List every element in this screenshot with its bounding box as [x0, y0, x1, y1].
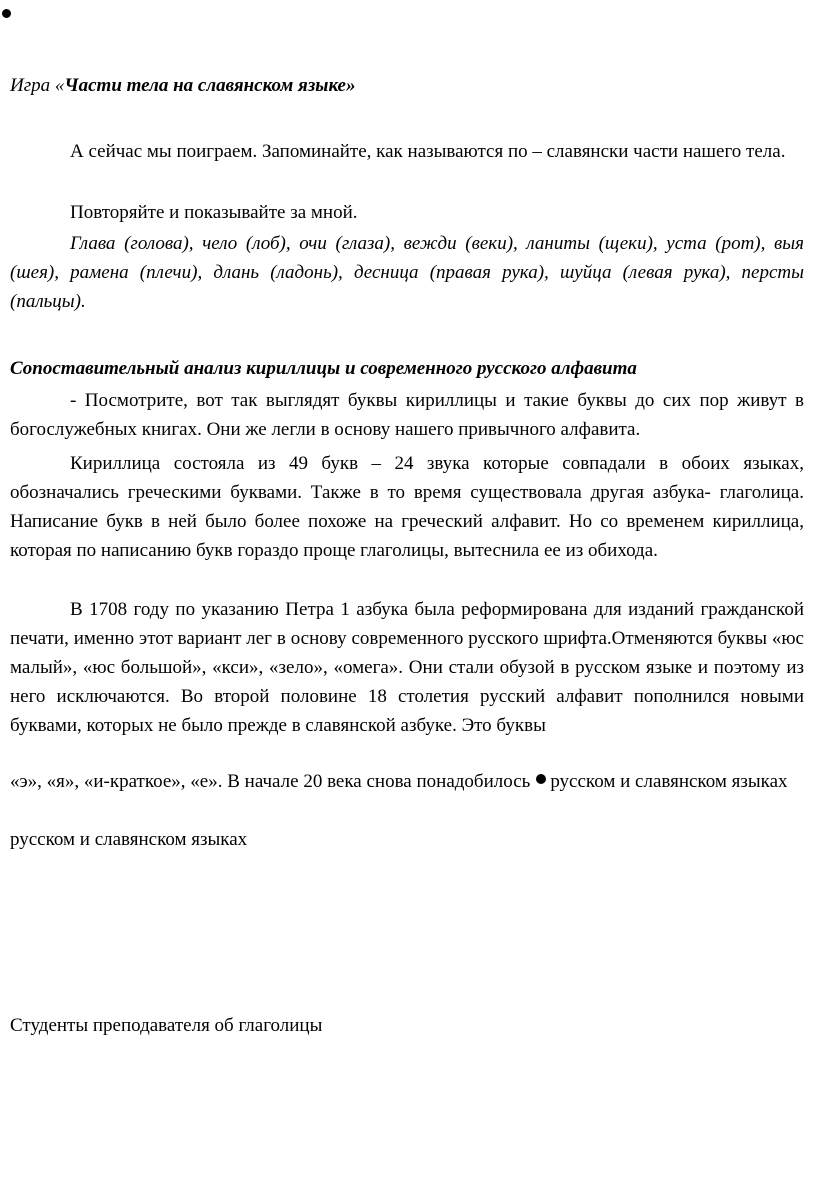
- analysis-paragraph-4: «э», «я», «и-краткое», «е». В начале 20 века снова понадобилось русском и славянском языках: [10, 771, 788, 792]
- analysis-paragraph-2: Кириллица состояла из 49 букв – 24 звука которые совпадали в обоих языках, обозначались греческими буквами. Также в то время существовала другая азбука- глаголица. Написание букв в ней было более похоже на греческий алфавит. Но со временем кириллица, которая по написанию букв гораздо проще глаголицы, вытеснила ее из обихода.: [10, 453, 804, 561]
- analysis-heading: Сопоставительный анализ кириллицы и современного русского алфавита: [10, 358, 637, 379]
- bullet-dot-icon: [536, 774, 546, 784]
- analysis-paragraph-3: В 1708 году по указанию Петра 1 азбука была реформирована для изданий гражданской печати, именно этот вариант лег в основу современного русского шрифта.Отменяются буквы «юс малый», «юс большой», «кси», «зело», «омега». Они стали обузой в русском языке и поэтому из него исключаются. Во второй половине 18 столетия русский алфавит пополнился новыми буквами, которых не было прежде в славянской азбуке. Это буквы: [10, 599, 804, 736]
- game-intro: А сейчас мы поиграем. Запоминайте, как называются по – славянски части нашего тела.: [70, 141, 786, 162]
- body-parts-list: Глава (голова), чело (лоб), очи (глаза), вежди (веки), ланиты (щеки), уста (рот), выя (шея), рамена (плечи), длань (ладонь), десница (правая рука), шуйца (левая рука), персты (пальцы).: [10, 233, 804, 312]
- analysis-paragraph-1: - Посмотрите, вот так выглядят буквы кириллицы и такие буквы до сих пор живут в богослужебных книгах. Они же легли в основу нашего привычного алфавита.: [10, 390, 804, 440]
- game-repeat: Повторяйте и показывайте за мной.: [70, 202, 358, 223]
- footer-text: Студенты преподавателя об глаголицы: [10, 1015, 323, 1036]
- analysis-paragraph-5: русском и славянском языках: [10, 829, 248, 850]
- bullet-dot-icon: [2, 9, 11, 18]
- game-title: Игра «Части тела на славянском языке»: [10, 75, 356, 96]
